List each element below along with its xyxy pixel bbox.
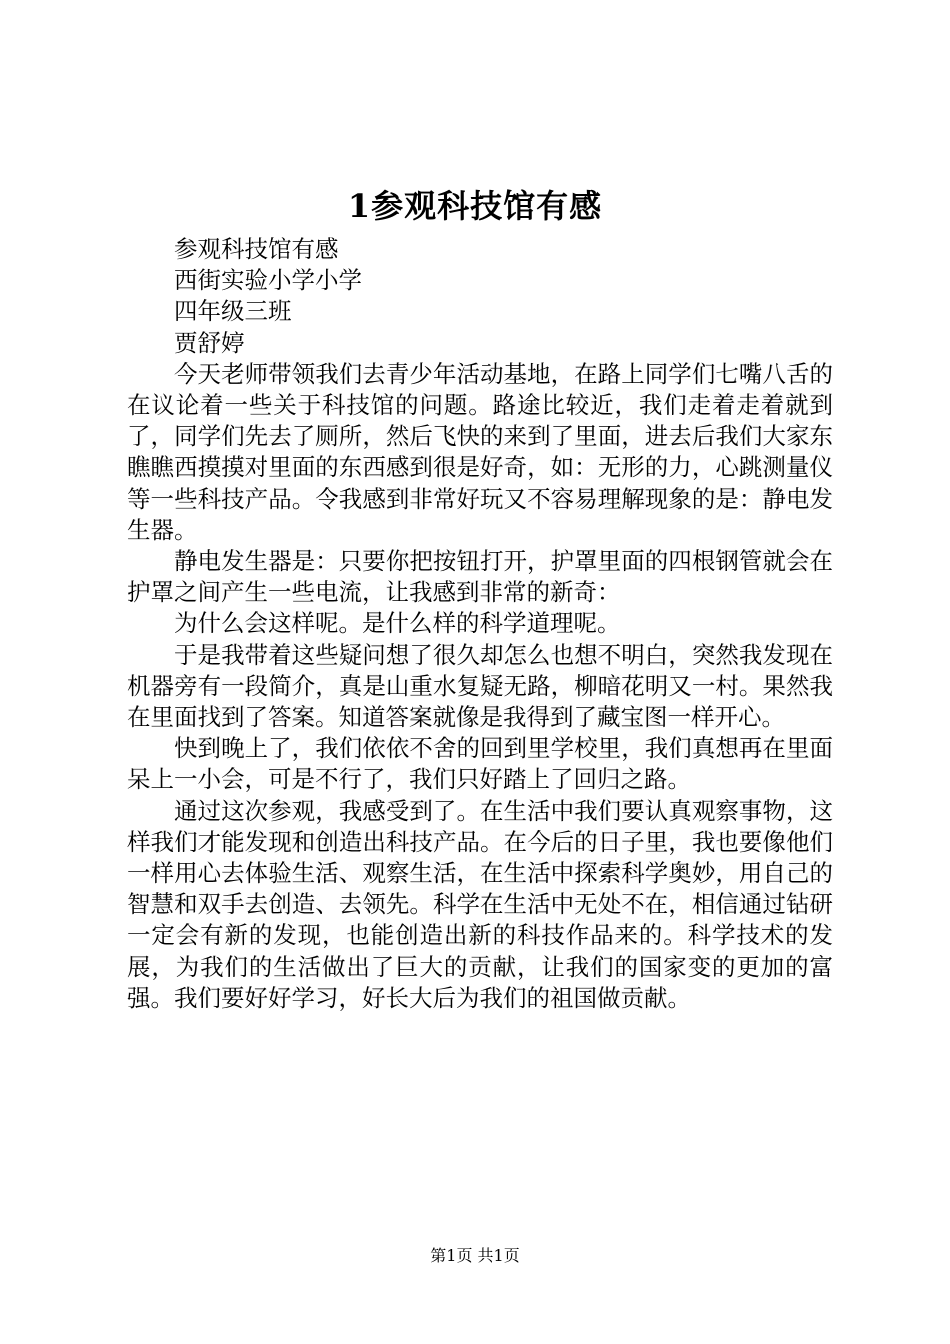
paragraph: 静电发生器是：只要你把按钮打开，护罩里面的四根钢管就会在护罩之间产生一些电流，让我感到非常的新奇： (127, 547, 833, 607)
page-footer: 第1页 共1页 (430, 1246, 520, 1265)
school-name-line: 西街实验小学小学 (174, 266, 362, 295)
paragraph: 通过这次参观，我感受到了。在生活中我们要认真观察事物，这样我们才能发现和创造出科技产品。在今后的日子里，我也要像他们一样用心去体验生活、观察生活，在生活中探索科学奥妙，用自己的智慧和双手去创造、去领先。科学在生活中无处不在，相信通过钻研一定会有新的发现，也能创造出新的科技作品来的。科学技术的发展，为我们的生活做出了巨大的贡献，让我们的国家变的更加的富强。我们要好好学习，好长大后为我们的祖国做贡献。 (127, 796, 833, 1012)
essay-title-line: 参观科技馆有感 (174, 235, 339, 263)
paragraph: 为什么会这样呢。是什么样的科学道理呢。 (174, 609, 621, 638)
paragraph: 今天老师带领我们去青少年活动基地，在路上同学们七嘴八舌的在议论着一些关于科技馆的问题。路途比较近，我们走着走着就到了，同学们先去了厕所，然后飞快的来到了里面，进去后我们大家东瞧瞧西摸摸对里面的东西感到很是好奇，如：无形的力，心跳测量仪等一些科技产品。令我感到非常好玩又不容易理解现象的是：静电发生器。 (127, 359, 833, 544)
document-body (127, 234, 833, 1014)
document-title: 1参观科技馆有感 (347, 187, 603, 225)
paragraph: 快到晚上了，我们依依不舍的回到里学校里，我们真想再在里面呆上一小会，可是不行了，我们只好踏上了回归之路。 (127, 734, 833, 794)
paragraph: 于是我带着这些疑问想了很久却怎么也想不明白，突然我发现在机器旁有一段简介，真是山重水复疑无路，柳暗花明又一村。果然我在里面找到了答案。知道答案就像是我得到了藏宝图一样开心。 (127, 640, 833, 732)
author-name-line: 贾舒婷 (174, 328, 245, 357)
class-name-line: 四年级三班 (174, 297, 292, 326)
